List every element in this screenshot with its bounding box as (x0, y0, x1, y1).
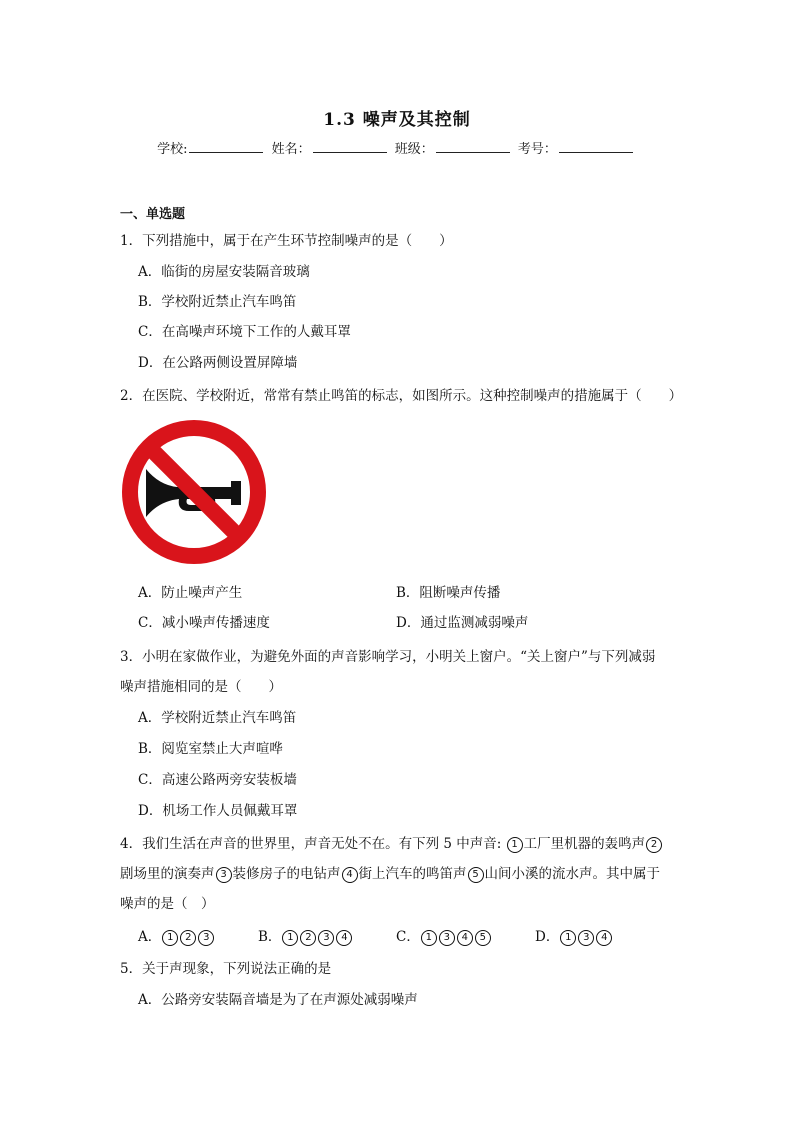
q3-option-d[interactable]: D．机场工作人员佩戴耳罩 (138, 803, 298, 819)
q2-option-d[interactable]: D．通过监测减弱噪声 (396, 615, 529, 631)
q3-stem-line2: 噪声措施相同的是（ ） (120, 679, 282, 695)
q1-option-c[interactable]: C．在高噪声环境下工作的人戴耳罩 (138, 324, 351, 340)
q3-option-a[interactable]: A．学校附近禁止汽车鸣笛 (138, 710, 297, 726)
circled-number: 1 (282, 930, 298, 946)
q5-option-a[interactable]: A．公路旁安装隔音墙是为了在声源处减弱噪声 (138, 992, 418, 1008)
q2-option-c[interactable]: C．减小噪声传播速度 (138, 615, 270, 631)
q4-sound-5: 山间小溪的流水声。其中属于 (484, 866, 660, 882)
class-label: 班级： (394, 142, 434, 157)
q4-option-d[interactable] (535, 925, 613, 946)
q2-option-a[interactable]: A．防止噪声产生 (138, 585, 243, 601)
circled-number: 4 (596, 930, 612, 946)
q4-stem-line1 (120, 832, 663, 853)
name-label: 姓名： (271, 142, 311, 157)
name-blank[interactable] (313, 140, 387, 153)
circled-number: 2 (300, 930, 316, 946)
q2-option-b[interactable]: B．阻断噪声传播 (396, 585, 501, 601)
number-label: 考号： (517, 142, 557, 157)
circled-number: 3 (198, 930, 214, 946)
page-title: 1.3 噪声及其控制 (323, 110, 471, 130)
q4-sound-2: 剧场里的演奏声 (120, 866, 215, 882)
q1-option-a[interactable]: A．临街的房屋安装隔音玻璃 (138, 264, 310, 280)
circled-number: 1 (421, 930, 437, 946)
section-heading: 一、单选题 (120, 207, 186, 222)
q4-sound-4: 街上汽车的鸣笛声 (358, 866, 467, 882)
q4-option-a[interactable] (138, 925, 215, 946)
q3-stem-line1: 3．小明在家做作业，为避免外面的声音影响学习，小明关上窗户。“关上窗户”与下列减弱 (120, 649, 656, 665)
q2-stem: 2．在医院、学校附近，常常有禁止鸣笛的标志，如图所示。这种控制噪声的措施属于（ ） (120, 388, 683, 404)
circled-number: 3 (216, 867, 232, 883)
q4-stem-line2 (120, 862, 660, 883)
q1-option-d[interactable]: D．在公路两侧设置屏障墙 (138, 355, 298, 371)
circled-number: 3 (439, 930, 455, 946)
option-letter: A． (138, 929, 162, 945)
circled-number: 3 (318, 930, 334, 946)
circled-number: 3 (578, 930, 594, 946)
q4-sound-1: 工厂里机器的轰鸣声 (523, 836, 646, 852)
circled-number: 5 (468, 867, 484, 883)
circled-number: 4 (336, 930, 352, 946)
number-blank[interactable] (559, 140, 633, 153)
q4-stem-line3: 噪声的是（ ） (120, 896, 215, 912)
circled-number: 1 (507, 837, 523, 853)
option-letter: C． (396, 929, 420, 945)
q4-option-c[interactable] (396, 925, 492, 946)
no-horn-sign-icon (119, 417, 269, 567)
circled-number: 2 (180, 930, 196, 946)
circled-number: 5 (475, 930, 491, 946)
q3-option-b[interactable]: B．阅览室禁止大声喧哗 (138, 741, 283, 757)
circled-number: 1 (162, 930, 178, 946)
student-info-line (0, 138, 794, 157)
q3-option-c[interactable]: C．高速公路两旁安装板墙 (138, 772, 297, 788)
circled-number: 1 (560, 930, 576, 946)
q4-sound-3: 装修房子的电钻声 (232, 866, 341, 882)
q1-stem: 1．下列措施中，属于在产生环节控制噪声的是（ ） (120, 233, 453, 249)
q5-stem: 5．关于声现象，下列说法正确的是 (120, 961, 332, 977)
circled-number: 4 (342, 867, 358, 883)
circled-number: 4 (457, 930, 473, 946)
school-blank[interactable] (189, 140, 263, 153)
class-blank[interactable] (436, 140, 510, 153)
option-letter: B． (258, 929, 282, 945)
q1-option-b[interactable]: B．学校附近禁止汽车鸣笛 (138, 294, 297, 310)
option-letter: D． (535, 929, 560, 945)
q4-stem-text: 4．我们生活在声音的世界里，声音无处不在。有下列 5 中声音: (120, 836, 506, 852)
q4-option-b[interactable] (258, 925, 353, 946)
school-label: 学校: (157, 142, 188, 157)
circled-number: 2 (646, 837, 662, 853)
